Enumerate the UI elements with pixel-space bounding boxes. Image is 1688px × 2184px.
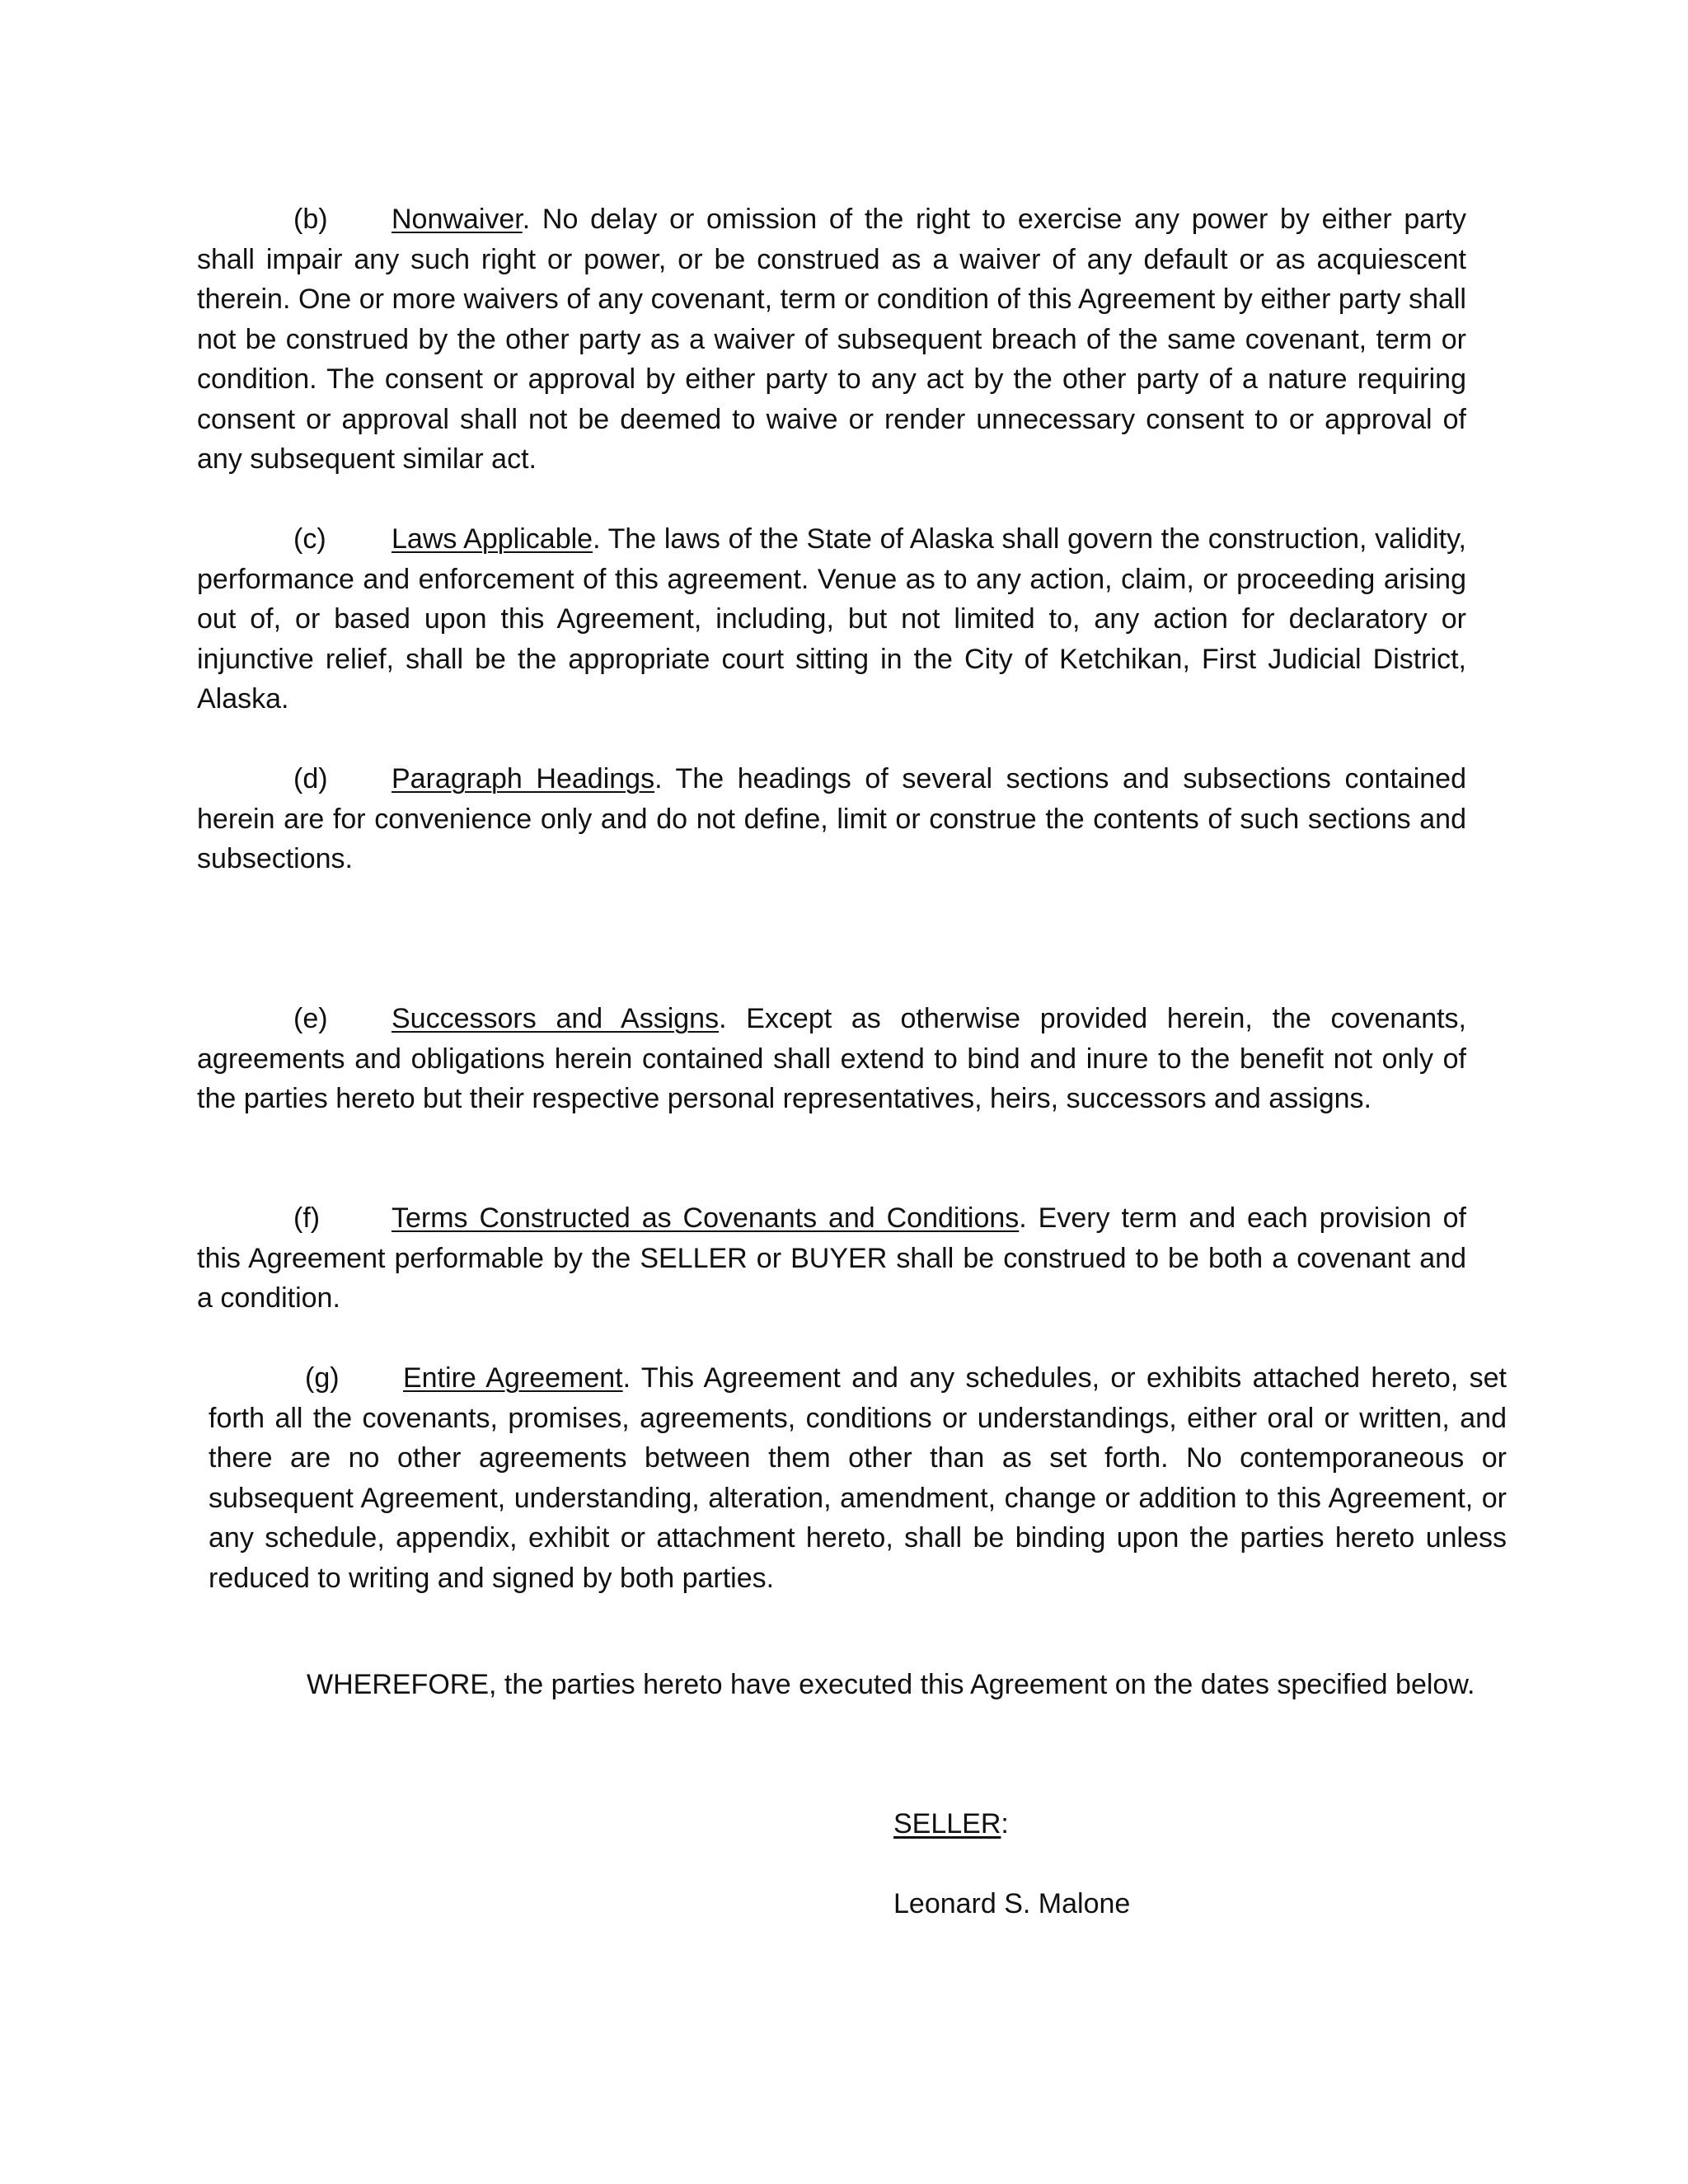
paragraph-terms-constructed [197, 1198, 1466, 1319]
paragraph-label: (b) [293, 204, 328, 235]
signature-role-label: SELLER [893, 1808, 1001, 1840]
paragraph-label: (e) [293, 1003, 328, 1034]
paragraph-headings [197, 759, 1466, 879]
paragraph-heading: Successors and Assigns [392, 1003, 720, 1034]
paragraph-label: (c) [293, 523, 326, 555]
paragraph-text: . No delay or omission of the right to exercise any power by either party shall impair any such right or power, or be construed as a waiver of any default or as acquiescent therein. One or more waivers of any covenant, term or condition of this Agreement by either party shall not be construed by the other party as a waiver of subsequent breach of the same covenant, term or condition. The consent or approval by either party to any act by the other party of a nature requiring consent or approval shall not be deemed to waive or render unnecessary consent to or approval of any subsequent similar act. [197, 204, 1466, 475]
paragraph-heading: Terms Constructed as Covenants and Conditions [392, 1202, 1020, 1234]
paragraph-nonwaiver [197, 199, 1466, 480]
paragraph-text: . The laws of the State of Alaska shall govern the construction, validity, performance and enforcement of this agreement. Venue as to any action, claim, or proceeding arising out of, or based upon this Agreement, including, but not limited to, any action for declaratory or injunctive relief, shall be the appropriate court sitting in the City of Ketchikan, First Judicial District, Alaska. [197, 523, 1467, 715]
paragraph-laws-applicable [197, 519, 1466, 719]
signatory-name: Leonard S. Malone [893, 1888, 1131, 1919]
paragraph-heading: Laws Applicable [392, 523, 593, 555]
wherefore-clause: WHEREFORE, the parties hereto have executed this Agreement on the dates specified below. [307, 1669, 1475, 1700]
paragraph-heading: Entire Agreement [403, 1362, 623, 1394]
paragraph-text: . The headings of several sections and subsections contained herein are for convenience only and do not define, limit or construe the contents of such sections and subsections. [197, 763, 1466, 874]
paragraph-text: . Every term and each provision of this Agreement performable by the SELLER or BUYER shall be construed to be both a covenant and a condition. [197, 1202, 1466, 1314]
signature-role-suffix: : [1001, 1808, 1009, 1840]
paragraph-label: (d) [293, 763, 328, 794]
paragraph-text: . This Agreement and any schedules, or exhibits attached hereto, set forth all the covenants, promises, agreements, conditions or understandings, either oral or written, and there are no other agreements between them other than as set forth. No contemporaneous or subsequent Agreement, understanding, alteration, amendment, change or addition to this Agreement, or any schedule, appendix, exhibit or attachment hereto, shall be binding upon the parties hereto unless reduced to writing and signed by both parties. [209, 1362, 1507, 1594]
paragraph-heading: Nonwaiver [392, 204, 523, 235]
paragraph-label: (g) [305, 1362, 340, 1394]
paragraph-heading: Paragraph Headings [392, 763, 655, 794]
paragraph-successors-and-assigns [197, 999, 1466, 1119]
paragraph-label: (f) [293, 1202, 321, 1234]
signature-role [893, 1804, 1009, 1844]
paragraph-entire-agreement [209, 1358, 1507, 1598]
paragraph-text: . Except as otherwise provided herein, the covenants, agreements and obligations herein contained shall extend to bind and inure to the benefit not only of the parties hereto but their respective personal representatives, heirs, successors and assigns. [197, 1003, 1466, 1114]
